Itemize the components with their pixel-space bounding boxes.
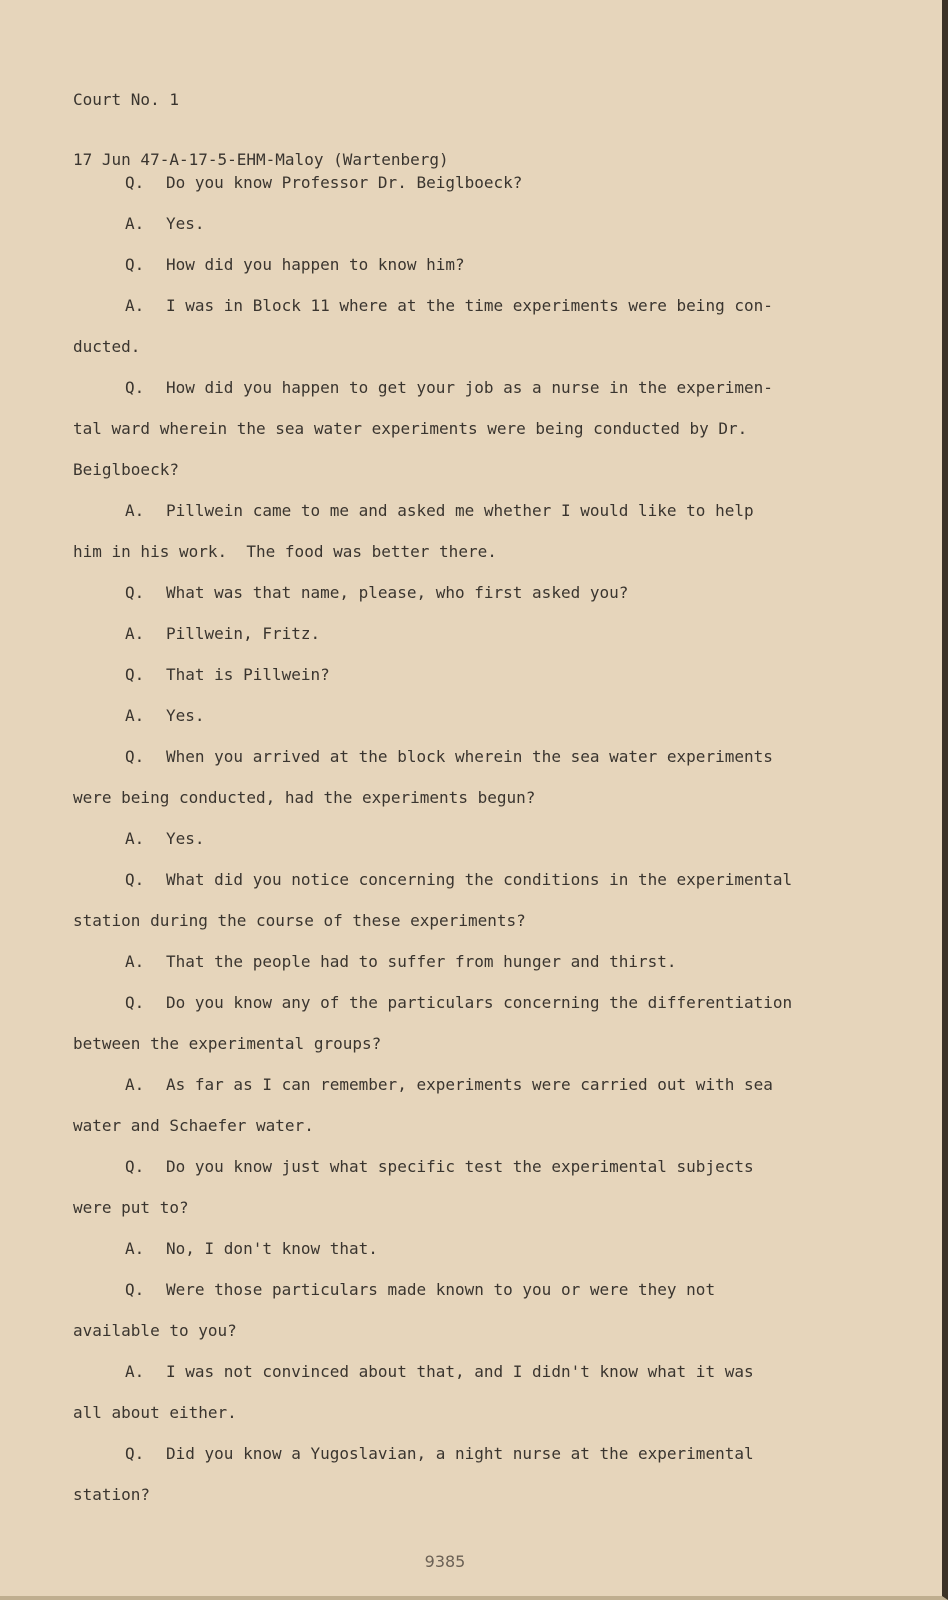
question-marker: Q.: [125, 255, 145, 274]
testimony-line: [73, 900, 843, 941]
testimony-line: [73, 1228, 843, 1269]
line-text: Pillwein, Fritz.: [166, 624, 321, 643]
line-text: station during the course of these experiments?: [73, 911, 526, 930]
testimony-line: [73, 613, 843, 654]
line-text: Yes.: [166, 829, 205, 848]
line-text: between the experimental groups?: [73, 1034, 382, 1053]
testimony-line: [73, 531, 843, 572]
line-text: I was not convinced about that, and I didn't know what it was: [166, 1362, 754, 1381]
testimony-line: [73, 1310, 843, 1351]
testimony-line: [73, 1351, 843, 1392]
line-text: I was in Block 11 where at the time experiments were being con-: [166, 296, 773, 315]
testimony-line: [73, 449, 843, 490]
line-text: station?: [73, 1485, 151, 1504]
line-text: Did you know a Yugoslavian, a night nurse at the experimental: [166, 1444, 754, 1463]
testimony-line: [73, 982, 843, 1023]
line-text: Do you know Professor Dr. Beiglboeck?: [166, 173, 523, 192]
testimony-line: [73, 1064, 843, 1105]
question-marker: Q.: [125, 583, 145, 602]
line-text: ducted.: [73, 337, 141, 356]
line-text: Do you know any of the particulars concerning the differentiation: [166, 993, 793, 1012]
testimony-line: [73, 1105, 843, 1146]
testimony-line: [73, 695, 843, 736]
court-number: Court No. 1: [73, 90, 179, 109]
testimony-line: [73, 1433, 843, 1474]
line-text: Yes.: [166, 214, 205, 233]
testimony-line: [73, 941, 843, 982]
testimony-line: [73, 1146, 843, 1187]
question-marker: Q.: [125, 993, 145, 1012]
answer-marker: A.: [125, 829, 145, 848]
line-text: were put to?: [73, 1198, 189, 1217]
testimony-line: [73, 1474, 843, 1515]
answer-marker: A.: [125, 296, 145, 315]
testimony-line: [73, 736, 843, 777]
question-marker: Q.: [125, 747, 145, 766]
line-text: all about either.: [73, 1403, 237, 1422]
line-text: Pillwein came to me and asked me whether I would like to help: [166, 501, 754, 520]
testimony-line: [73, 162, 843, 203]
question-marker: Q.: [125, 665, 145, 684]
line-text: tal ward wherein the sea water experiments were being conducted by Dr.: [73, 419, 748, 438]
session-reference: 17 Jun 47-A-17-5-EHM-Maloy (Wartenberg): [73, 150, 449, 169]
testimony-line: [73, 285, 843, 326]
line-text: were being conducted, had the experiments begun?: [73, 788, 536, 807]
testimony-line: [73, 818, 843, 859]
line-text: Were those particulars made known to you or were they not: [166, 1280, 716, 1299]
answer-marker: A.: [125, 952, 145, 971]
line-text: No, I don't know that.: [166, 1239, 378, 1258]
line-text: Beiglboeck?: [73, 460, 179, 479]
testimony-line: [73, 777, 843, 818]
testimony-line: [73, 654, 843, 695]
answer-marker: A.: [125, 1075, 145, 1094]
question-marker: Q.: [125, 173, 145, 192]
testimony-line: [73, 1187, 843, 1228]
testimony-line: [73, 203, 843, 244]
testimony-line: [73, 408, 843, 449]
line-text: That is Pillwein?: [166, 665, 330, 684]
line-text: him in his work. The food was better there.: [73, 542, 497, 561]
testimony-line: [73, 572, 843, 613]
question-marker: Q.: [125, 1280, 145, 1299]
testimony-line: [73, 1269, 843, 1310]
line-text: How did you happen to know him?: [166, 255, 465, 274]
line-text: What did you notice concerning the conditions in the experimental: [166, 870, 793, 889]
testimony-line: [73, 1392, 843, 1433]
question-marker: Q.: [125, 870, 145, 889]
line-text: available to you?: [73, 1321, 237, 1340]
line-text: How did you happen to get your job as a nurse in the experimen-: [166, 378, 773, 397]
line-text: When you arrived at the block wherein the sea water experiments: [166, 747, 773, 766]
testimony-line: [73, 244, 843, 285]
testimony-line: [73, 490, 843, 531]
testimony-line: [73, 1023, 843, 1064]
testimony-line: [73, 326, 843, 367]
line-text: Yes.: [166, 706, 205, 725]
answer-marker: A.: [125, 1239, 145, 1258]
testimony-body: [73, 162, 843, 1515]
answer-marker: A.: [125, 214, 145, 233]
testimony-line: [73, 859, 843, 900]
line-text: That the people had to suffer from hunger and thirst.: [166, 952, 677, 971]
answer-marker: A.: [125, 706, 145, 725]
question-marker: Q.: [125, 378, 145, 397]
answer-marker: A.: [125, 1362, 145, 1381]
page-number: 9385: [424, 1552, 466, 1571]
line-text: Do you know just what specific test the experimental subjects: [166, 1157, 754, 1176]
question-marker: Q.: [125, 1157, 145, 1176]
question-marker: Q.: [125, 1444, 145, 1463]
answer-marker: A.: [125, 501, 145, 520]
line-text: water and Schaefer water.: [73, 1116, 314, 1135]
line-text: What was that name, please, who first asked you?: [166, 583, 629, 602]
testimony-line: [73, 367, 843, 408]
answer-marker: A.: [125, 624, 145, 643]
line-text: As far as I can remember, experiments were carried out with sea: [166, 1075, 773, 1094]
